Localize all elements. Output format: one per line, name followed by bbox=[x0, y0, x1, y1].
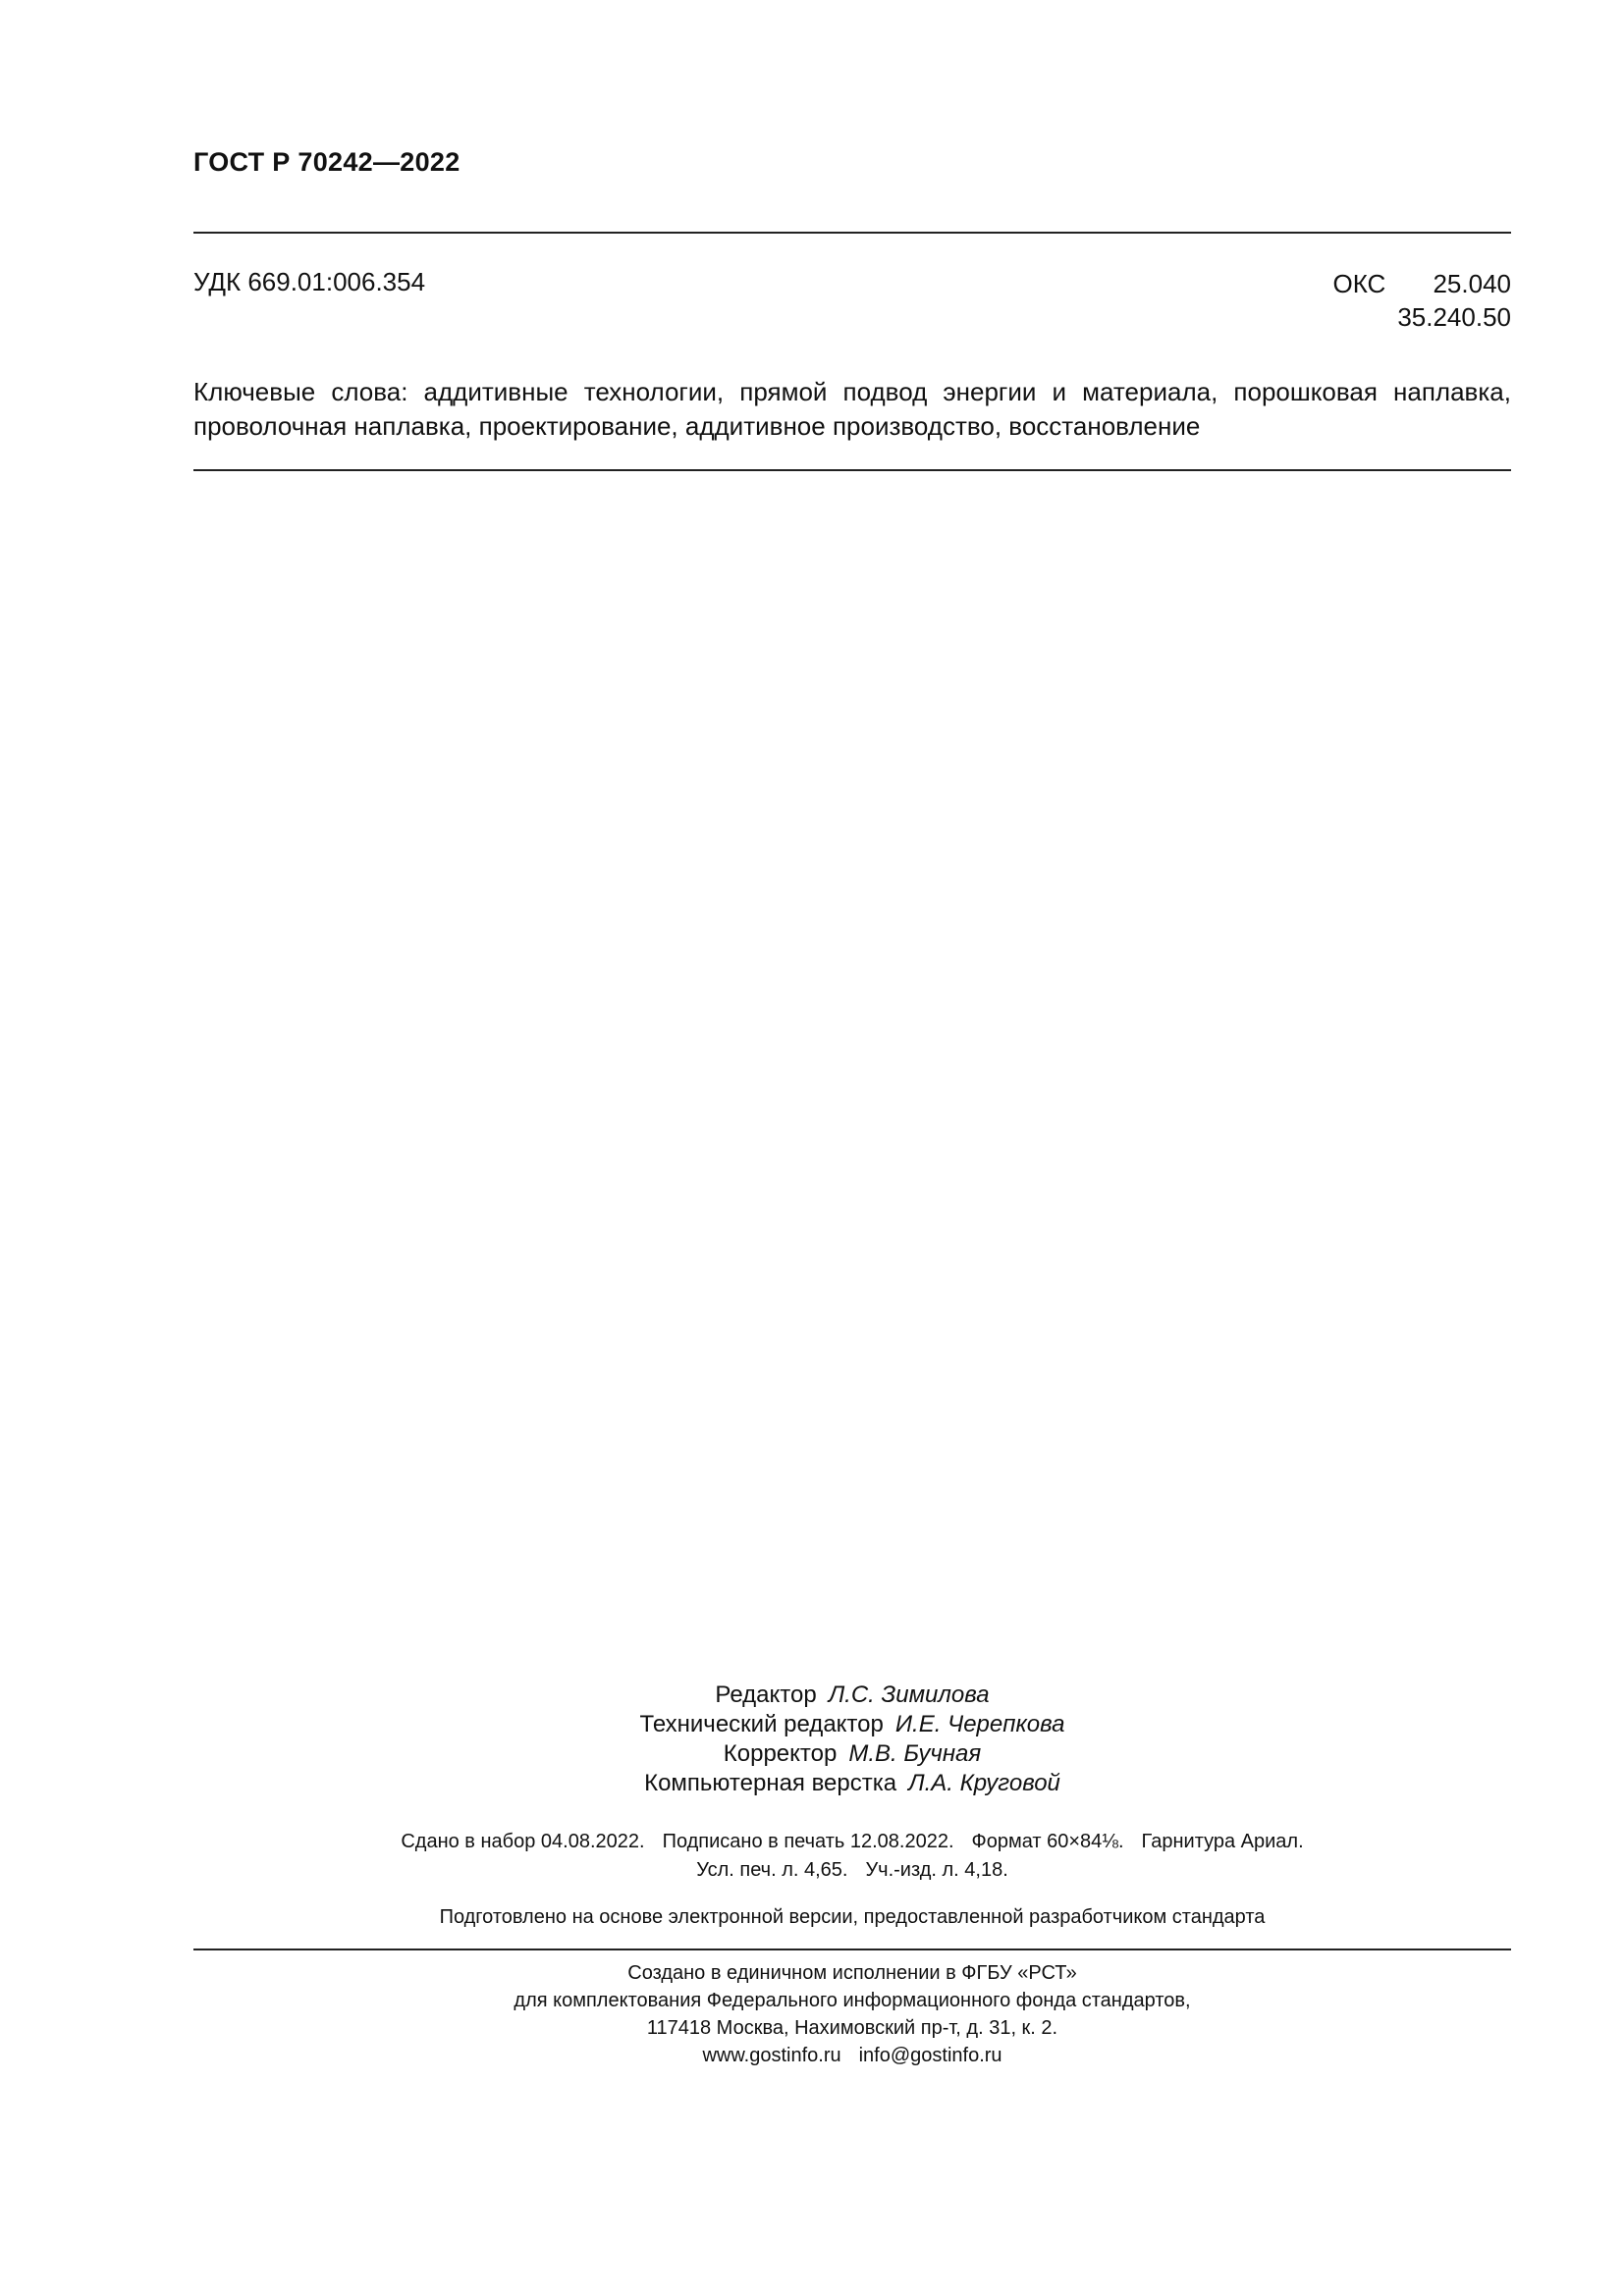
oks-codes bbox=[1332, 267, 1511, 334]
print-info bbox=[193, 1828, 1511, 1885]
keywords-paragraph: Ключевые слова: аддитивные технологии, прямой подвод энергии и материала, порошковая наплавка, проволочная наплавка, проектирование, аддитивное производство, восстановление bbox=[193, 377, 1511, 441]
publisher-line: Создано в единичном исполнении в ФГБУ «РСТ» bbox=[627, 1962, 1077, 1984]
credit-line bbox=[193, 1739, 1511, 1769]
oks-code-list bbox=[1397, 267, 1511, 334]
typeface: Гарнитура Ариал. bbox=[1141, 1831, 1304, 1852]
website-link[interactable]: www.gostinfo.ru bbox=[702, 2045, 841, 2066]
divider-top bbox=[193, 232, 1511, 234]
email-link[interactable]: info@gostinfo.ru bbox=[858, 2045, 1002, 2066]
publisher-block bbox=[193, 1959, 1511, 2069]
prepared-note: Подготовлено на основе электронной версии, предоставленной разработчиком стандарта bbox=[439, 1906, 1266, 1928]
publishing-sheets: Уч.-изд. л. 4,18. bbox=[865, 1859, 1008, 1881]
divider-publisher bbox=[193, 1949, 1511, 1950]
udk-code: УДК 669.01:006.354 bbox=[193, 267, 426, 296]
oks-code: 35.240.50 bbox=[1397, 302, 1511, 332]
publisher-line: для комплектования Федерального информационного фонда стандартов, bbox=[514, 1990, 1191, 2011]
credit-line bbox=[193, 1681, 1511, 1710]
signed-date: Подписано в печать 12.08.2022. bbox=[662, 1831, 954, 1852]
divider-keywords bbox=[193, 469, 1511, 471]
oks-code: 25.040 bbox=[1433, 269, 1511, 298]
print-info-line bbox=[193, 1856, 1511, 1885]
credit-role: Редактор bbox=[715, 1682, 817, 1708]
oks-label: ОКС bbox=[1332, 269, 1386, 298]
publisher-address: 117418 Москва, Нахимовский пр-т, д. 31, к. 2. bbox=[646, 2017, 1058, 2039]
publisher-links bbox=[193, 2042, 1511, 2069]
credit-role: Корректор bbox=[723, 1740, 838, 1767]
format: Формат 60×84⅛. bbox=[971, 1831, 1124, 1852]
credits-block bbox=[193, 1681, 1511, 1798]
credit-role: Компьютерная верстка bbox=[644, 1770, 897, 1796]
typeset-date: Сдано в набор 04.08.2022. bbox=[401, 1831, 645, 1852]
document-title: ГОСТ Р 70242—2022 bbox=[193, 147, 460, 177]
credit-name: Л.А. Круговой bbox=[908, 1770, 1060, 1796]
credit-name: И.Е. Черепкова bbox=[894, 1711, 1065, 1737]
printed-sheets: Усл. печ. л. 4,65. bbox=[696, 1859, 848, 1881]
credit-line bbox=[193, 1769, 1511, 1798]
credit-role: Технический редактор bbox=[639, 1711, 884, 1737]
credit-name: М.В. Бучная bbox=[848, 1740, 982, 1767]
credit-name: Л.С. Зимилова bbox=[828, 1682, 990, 1708]
credit-line bbox=[193, 1710, 1511, 1739]
print-info-line bbox=[193, 1828, 1511, 1856]
